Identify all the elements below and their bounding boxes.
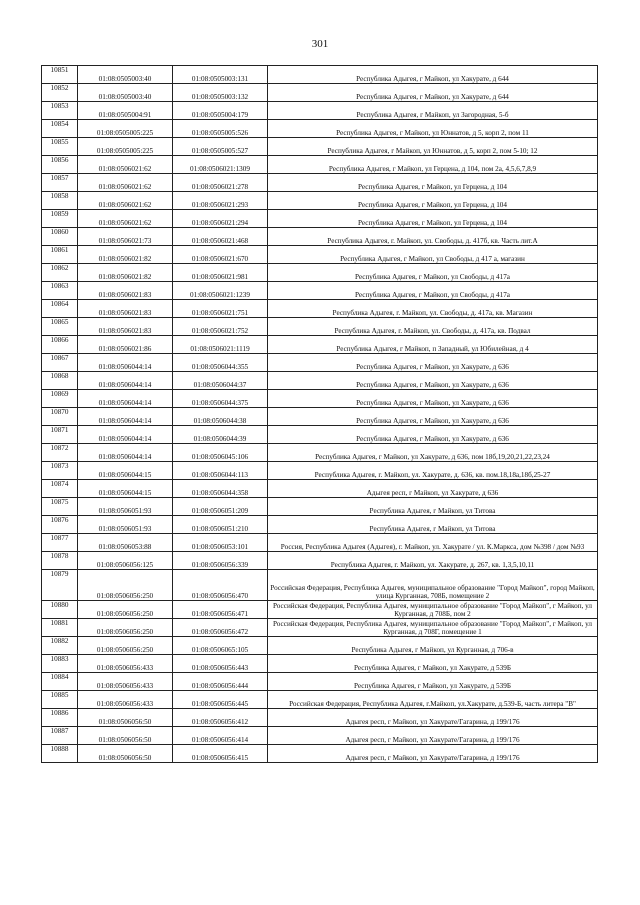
table-row — [42, 516, 598, 534]
row-number-cell: 10875 — [42, 498, 78, 516]
table-row — [42, 210, 598, 228]
table-row — [42, 318, 598, 336]
cadastral-number-cell: 01:08:0506021:1119 — [173, 336, 268, 354]
row-number-cell: 10885 — [42, 691, 78, 709]
row-number-cell: 10888 — [42, 745, 78, 763]
parent-cadastral-number-cell: 01:08:0506056:125 — [78, 552, 173, 570]
cadastral-number-cell: 01:08:0506044:38 — [173, 408, 268, 426]
parent-cadastral-number-cell: 01:08:0506051:93 — [78, 516, 173, 534]
table-row — [42, 84, 598, 102]
row-number-cell: 10863 — [42, 282, 78, 300]
cadastral-number-cell: 01:08:0506056:339 — [173, 552, 268, 570]
table-row — [42, 637, 598, 655]
parent-cadastral-number-cell: 01:08:0506021:62 — [78, 192, 173, 210]
table-row — [42, 619, 598, 637]
row-number-cell: 10865 — [42, 318, 78, 336]
table-row — [42, 655, 598, 673]
parent-cadastral-number-cell: 01:08:0506044:15 — [78, 480, 173, 498]
address-cell: Российская Федерация, Республика Адыгея, муниципальное образование "Город Майкоп", г Майкоп, ул Курганная, д 708Г, помещение 1 — [268, 619, 598, 637]
address-cell: Республика Адыгея, г Майкоп, ул Хакурате, д 636 — [268, 354, 598, 372]
cadastral-number-cell: 01:08:0506021:1309 — [173, 156, 268, 174]
row-number-cell: 10881 — [42, 619, 78, 637]
row-number-cell: 10878 — [42, 552, 78, 570]
address-cell: Республика Адыгея, г Майкоп, ул Юннатов, д 5, корп 2, пом 11 — [268, 120, 598, 138]
row-number-cell: 10874 — [42, 480, 78, 498]
cadastral-number-cell: 01:08:0505003:131 — [173, 66, 268, 84]
cadastral-number-cell: 01:08:0506056:415 — [173, 745, 268, 763]
row-number-cell: 10873 — [42, 462, 78, 480]
parent-cadastral-number-cell: 01:08:0506056:50 — [78, 709, 173, 727]
cadastral-number-cell: 01:08:0506056:412 — [173, 709, 268, 727]
cadastral-number-cell: 01:08:0505003:132 — [173, 84, 268, 102]
table-row — [42, 246, 598, 264]
cadastral-number-cell: 01:08:0506044:39 — [173, 426, 268, 444]
table-row — [42, 300, 598, 318]
address-cell: Республика Адыгея, г Майкоп, ул Хакурате, д 636 — [268, 372, 598, 390]
row-number-cell: 10884 — [42, 673, 78, 691]
row-number-cell: 10859 — [42, 210, 78, 228]
table-row — [42, 372, 598, 390]
page-number: 301 — [311, 38, 329, 50]
row-number-cell: 10853 — [42, 102, 78, 120]
row-number-cell: 10855 — [42, 138, 78, 156]
address-cell: Республика Адыгея, г. Майкоп, ул. Хакурате, д. 636, кв. пом.18,18а,18б,25-27 — [268, 462, 598, 480]
table-row — [42, 408, 598, 426]
parent-cadastral-number-cell: 01:08:0506056:250 — [78, 601, 173, 619]
table-row — [42, 426, 598, 444]
table-row — [42, 552, 598, 570]
row-number-cell: 10857 — [42, 174, 78, 192]
parent-cadastral-number-cell: 01:08:0506056:250 — [78, 637, 173, 655]
parent-cadastral-number-cell: 01:08:0506044:14 — [78, 354, 173, 372]
table-row — [42, 228, 598, 246]
parent-cadastral-number-cell: 01:08:0506051:93 — [78, 498, 173, 516]
cadastral-number-cell: 01:08:0506021:293 — [173, 192, 268, 210]
parent-cadastral-number-cell: 01:08:0506044:14 — [78, 390, 173, 408]
row-number-cell: 10864 — [42, 300, 78, 318]
address-cell: Республика Адыгея, г Майкоп, ул Хакурате, д 636 — [268, 390, 598, 408]
parent-cadastral-number-cell: 01:08:0506021:62 — [78, 210, 173, 228]
row-number-cell: 10869 — [42, 390, 78, 408]
row-number-cell: 10866 — [42, 336, 78, 354]
row-number-cell: 10858 — [42, 192, 78, 210]
address-cell: Республика Адыгея, г. Майкоп, ул. Свободы, д. 417а, кв. Магазин — [268, 300, 598, 318]
address-cell: Российская Федерация, Республика Адыгея, г.Майкоп, ул.Хакурате, д.539-Б, часть литера "В" — [268, 691, 598, 709]
parent-cadastral-number-cell: 01:08:0506056:250 — [78, 619, 173, 637]
address-cell: Республика Адыгея, г Майкоп, ул Титова — [268, 498, 598, 516]
cadastral-number-cell: 01:08:0506044:375 — [173, 390, 268, 408]
cadastral-number-cell: 01:08:0506044:355 — [173, 354, 268, 372]
address-cell: Адыгея респ, г Майкоп, ул Хакурате/Гагарина, д 199/176 — [268, 727, 598, 745]
address-cell: Республика Адыгея, г Майкоп, ул Хакурате, д 636 — [268, 426, 598, 444]
address-cell: Республика Адыгея, г Майкоп, ул Хакурате, д 644 — [268, 66, 598, 84]
cadastral-number-cell: 01:08:0506056:470 — [173, 570, 268, 601]
cadastral-number-cell: 01:08:0505004:179 — [173, 102, 268, 120]
cadastral-number-cell: 01:08:0506021:294 — [173, 210, 268, 228]
table-row — [42, 66, 598, 84]
cadastral-number-cell: 01:08:0506056:444 — [173, 673, 268, 691]
row-number-cell: 10882 — [42, 637, 78, 655]
cadastral-number-cell: 01:08:0506051:209 — [173, 498, 268, 516]
table-row — [42, 709, 598, 727]
parent-cadastral-number-cell: 01:08:0505005:225 — [78, 138, 173, 156]
cadastral-number-cell: 01:08:0506044:113 — [173, 462, 268, 480]
address-cell: Республика Адыгея, г Майкоп, ул Герцена, д 104 — [268, 210, 598, 228]
address-cell: Республика Адыгея, г. Майкоп, ул. Свободы, д. 417б, кв. Часть лит.А — [268, 228, 598, 246]
table-body — [42, 66, 598, 763]
table-row — [42, 282, 598, 300]
row-number-cell: 10886 — [42, 709, 78, 727]
parent-cadastral-number-cell: 01:08:0506056:50 — [78, 727, 173, 745]
parent-cadastral-number-cell: 01:08:0506056:50 — [78, 745, 173, 763]
address-cell: Республика Адыгея, г Майкоп, ул Хакурате, д 636 — [268, 408, 598, 426]
address-cell: Россия, Республика Адыгея (Адыгея), г. Майкоп, ул. Хакурате / ул. К.Маркса, дом №398 / дом №93 — [268, 534, 598, 552]
address-cell: Республика Адыгея, г Майкоп, ул Хакурате, д 644 — [268, 84, 598, 102]
row-number-cell: 10877 — [42, 534, 78, 552]
address-cell: Республика Адыгея, г Майкоп, ул Герцена, д 104 — [268, 174, 598, 192]
parent-cadastral-number-cell: 01:08:0505003:40 — [78, 84, 173, 102]
cadastral-number-cell: 01:08:0506021:278 — [173, 174, 268, 192]
parent-cadastral-number-cell: 01:08:0506053:88 — [78, 534, 173, 552]
table-row — [42, 727, 598, 745]
address-cell: Республика Адыгея, г Майкоп, п Западный, ул Юбилейная, д 4 — [268, 336, 598, 354]
row-number-cell: 10879 — [42, 570, 78, 601]
address-cell: Республика Адыгея, г Майкоп, ул Хакурате, д 539Б — [268, 673, 598, 691]
table-row — [42, 480, 598, 498]
row-number-cell: 10867 — [42, 354, 78, 372]
row-number-cell: 10852 — [42, 84, 78, 102]
row-number-cell: 10868 — [42, 372, 78, 390]
table-row — [42, 745, 598, 763]
table-row — [42, 138, 598, 156]
parent-cadastral-number-cell: 01:08:0506021:62 — [78, 156, 173, 174]
parent-cadastral-number-cell: 01:08:0506021:62 — [78, 174, 173, 192]
address-cell: Республика Адыгея, г Майкоп, ул Свободы, д 417а — [268, 282, 598, 300]
parent-cadastral-number-cell: 01:08:0506044:15 — [78, 462, 173, 480]
parent-cadastral-number-cell: 01:08:0505005:225 — [78, 120, 173, 138]
parent-cadastral-number-cell: 01:08:0506056:433 — [78, 691, 173, 709]
row-number-cell: 10854 — [42, 120, 78, 138]
parent-cadastral-number-cell: 01:08:0506021:82 — [78, 264, 173, 282]
cadastral-number-cell: 01:08:0506021:670 — [173, 246, 268, 264]
cadastral-number-cell: 01:08:0506056:443 — [173, 655, 268, 673]
parent-cadastral-number-cell: 01:08:0506021:82 — [78, 246, 173, 264]
address-cell: Республика Адыгея, г. Майкоп, ул. Хакурате, д. 267, кв. 1,3,5,10,11 — [268, 552, 598, 570]
table-row — [42, 192, 598, 210]
row-number-cell: 10856 — [42, 156, 78, 174]
parent-cadastral-number-cell: 01:08:0506021:83 — [78, 282, 173, 300]
address-cell: Республика Адыгея, г. Майкоп, ул. Свободы, д. 417а, кв. Подвал — [268, 318, 598, 336]
parent-cadastral-number-cell: 01:08:0506044:14 — [78, 426, 173, 444]
table-row — [42, 120, 598, 138]
row-number-cell: 10871 — [42, 426, 78, 444]
cadastral-number-cell: 01:08:0506044:358 — [173, 480, 268, 498]
cadastral-number-cell: 01:08:0506021:751 — [173, 300, 268, 318]
cadastral-number-cell: 01:08:0506056:472 — [173, 619, 268, 637]
address-cell: Республика Адыгея, г Майкоп, ул Хакурате, д 539Б — [268, 655, 598, 673]
address-cell: Российская Федерация, Республика Адыгея, муниципальное образование "Город Майкоп", город Майкоп, улица Курганная, 708Б, помещение 2 — [268, 570, 598, 601]
table-row — [42, 174, 598, 192]
table-row — [42, 264, 598, 282]
table-row — [42, 673, 598, 691]
row-number-cell: 10851 — [42, 66, 78, 84]
table-row — [42, 102, 598, 120]
address-cell: Адыгея респ, г Майкоп, ул Хакурате, д 636 — [268, 480, 598, 498]
cadastral-number-cell: 01:08:0506051:210 — [173, 516, 268, 534]
parent-cadastral-number-cell: 01:08:0505004:91 — [78, 102, 173, 120]
address-cell: Республика Адыгея, г Майкоп, ул Загородная, 5-б — [268, 102, 598, 120]
table-row — [42, 570, 598, 601]
row-number-cell: 10883 — [42, 655, 78, 673]
row-number-cell: 10870 — [42, 408, 78, 426]
cadastral-number-cell: 01:08:0506056:414 — [173, 727, 268, 745]
address-cell: Республика Адыгея, г Майкоп, ул Герцена, д 104, пом 2а, 4,5,6,7,8,9 — [268, 156, 598, 174]
parent-cadastral-number-cell: 01:08:0506021:83 — [78, 300, 173, 318]
table-row — [42, 691, 598, 709]
cadastral-number-cell: 01:08:0505005:526 — [173, 120, 268, 138]
parent-cadastral-number-cell: 01:08:0506056:433 — [78, 673, 173, 691]
address-cell: Российская Федерация, Республика Адыгея, муниципальное образование "Город Майкоп", г Майкоп, ул Курганная, д 708Б, пом 2 — [268, 601, 598, 619]
cadastral-number-cell: 01:08:0505005:527 — [173, 138, 268, 156]
parent-cadastral-number-cell: 01:08:0506044:14 — [78, 408, 173, 426]
cadastral-number-cell: 01:08:0506045:106 — [173, 444, 268, 462]
row-number-cell: 10861 — [42, 246, 78, 264]
address-cell: Республика Адыгея, г Майкоп, ул Герцена, д 104 — [268, 192, 598, 210]
cadastral-number-cell: 01:08:0506021:468 — [173, 228, 268, 246]
row-number-cell: 10860 — [42, 228, 78, 246]
cadastral-number-cell: 01:08:0506044:37 — [173, 372, 268, 390]
row-number-cell: 10872 — [42, 444, 78, 462]
address-cell: Адыгея респ, г Майкоп, ул Хакурате/Гагарина, д 199/176 — [268, 709, 598, 727]
table-row — [42, 444, 598, 462]
parent-cadastral-number-cell: 01:08:0505003:40 — [78, 66, 173, 84]
table-row — [42, 354, 598, 372]
cadastral-number-cell: 01:08:0506021:981 — [173, 264, 268, 282]
cadastral-number-cell: 01:08:0506021:1239 — [173, 282, 268, 300]
address-cell: Республика Адыгея, г Майкоп, ул Курганная, д 706-в — [268, 637, 598, 655]
table-row — [42, 156, 598, 174]
table-row — [42, 601, 598, 619]
table-row — [42, 390, 598, 408]
table-row — [42, 498, 598, 516]
parent-cadastral-number-cell: 01:08:0506056:433 — [78, 655, 173, 673]
table-row — [42, 534, 598, 552]
parent-cadastral-number-cell: 01:08:0506021:83 — [78, 318, 173, 336]
table-row — [42, 336, 598, 354]
cadastral-number-cell: 01:08:0506056:471 — [173, 601, 268, 619]
parent-cadastral-number-cell: 01:08:0506044:14 — [78, 444, 173, 462]
address-cell: Республика Адыгея, г Майкоп, ул Юннатов, д 5, корп 2, пом 5-10; 12 — [268, 138, 598, 156]
parent-cadastral-number-cell: 01:08:0506056:250 — [78, 570, 173, 601]
row-number-cell: 10887 — [42, 727, 78, 745]
table-row — [42, 462, 598, 480]
cadastral-table — [41, 65, 598, 763]
row-number-cell: 10862 — [42, 264, 78, 282]
address-cell: Адыгея респ, г Майкоп, ул Хакурате/Гагарина, д 199/176 — [268, 745, 598, 763]
address-cell: Республика Адыгея, г Майкоп, ул Хакурате, д 636, пом 18б,19,20,21,22,23,24 — [268, 444, 598, 462]
row-number-cell: 10876 — [42, 516, 78, 534]
parent-cadastral-number-cell: 01:08:0506044:14 — [78, 372, 173, 390]
row-number-cell: 10880 — [42, 601, 78, 619]
address-cell: Республика Адыгея, г Майкоп, ул Свободы, д 417а — [268, 264, 598, 282]
address-cell: Республика Адыгея, г Майкоп, ул Титова — [268, 516, 598, 534]
cadastral-number-cell: 01:08:0506056:445 — [173, 691, 268, 709]
parent-cadastral-number-cell: 01:08:0506021:86 — [78, 336, 173, 354]
parent-cadastral-number-cell: 01:08:0506021:73 — [78, 228, 173, 246]
address-cell: Республика Адыгея, г Майкоп, ул Свободы, д 417 а, магазин — [268, 246, 598, 264]
cadastral-number-cell: 01:08:0506021:752 — [173, 318, 268, 336]
cadastral-number-cell: 01:08:0506065:105 — [173, 637, 268, 655]
cadastral-number-cell: 01:08:0506053:101 — [173, 534, 268, 552]
